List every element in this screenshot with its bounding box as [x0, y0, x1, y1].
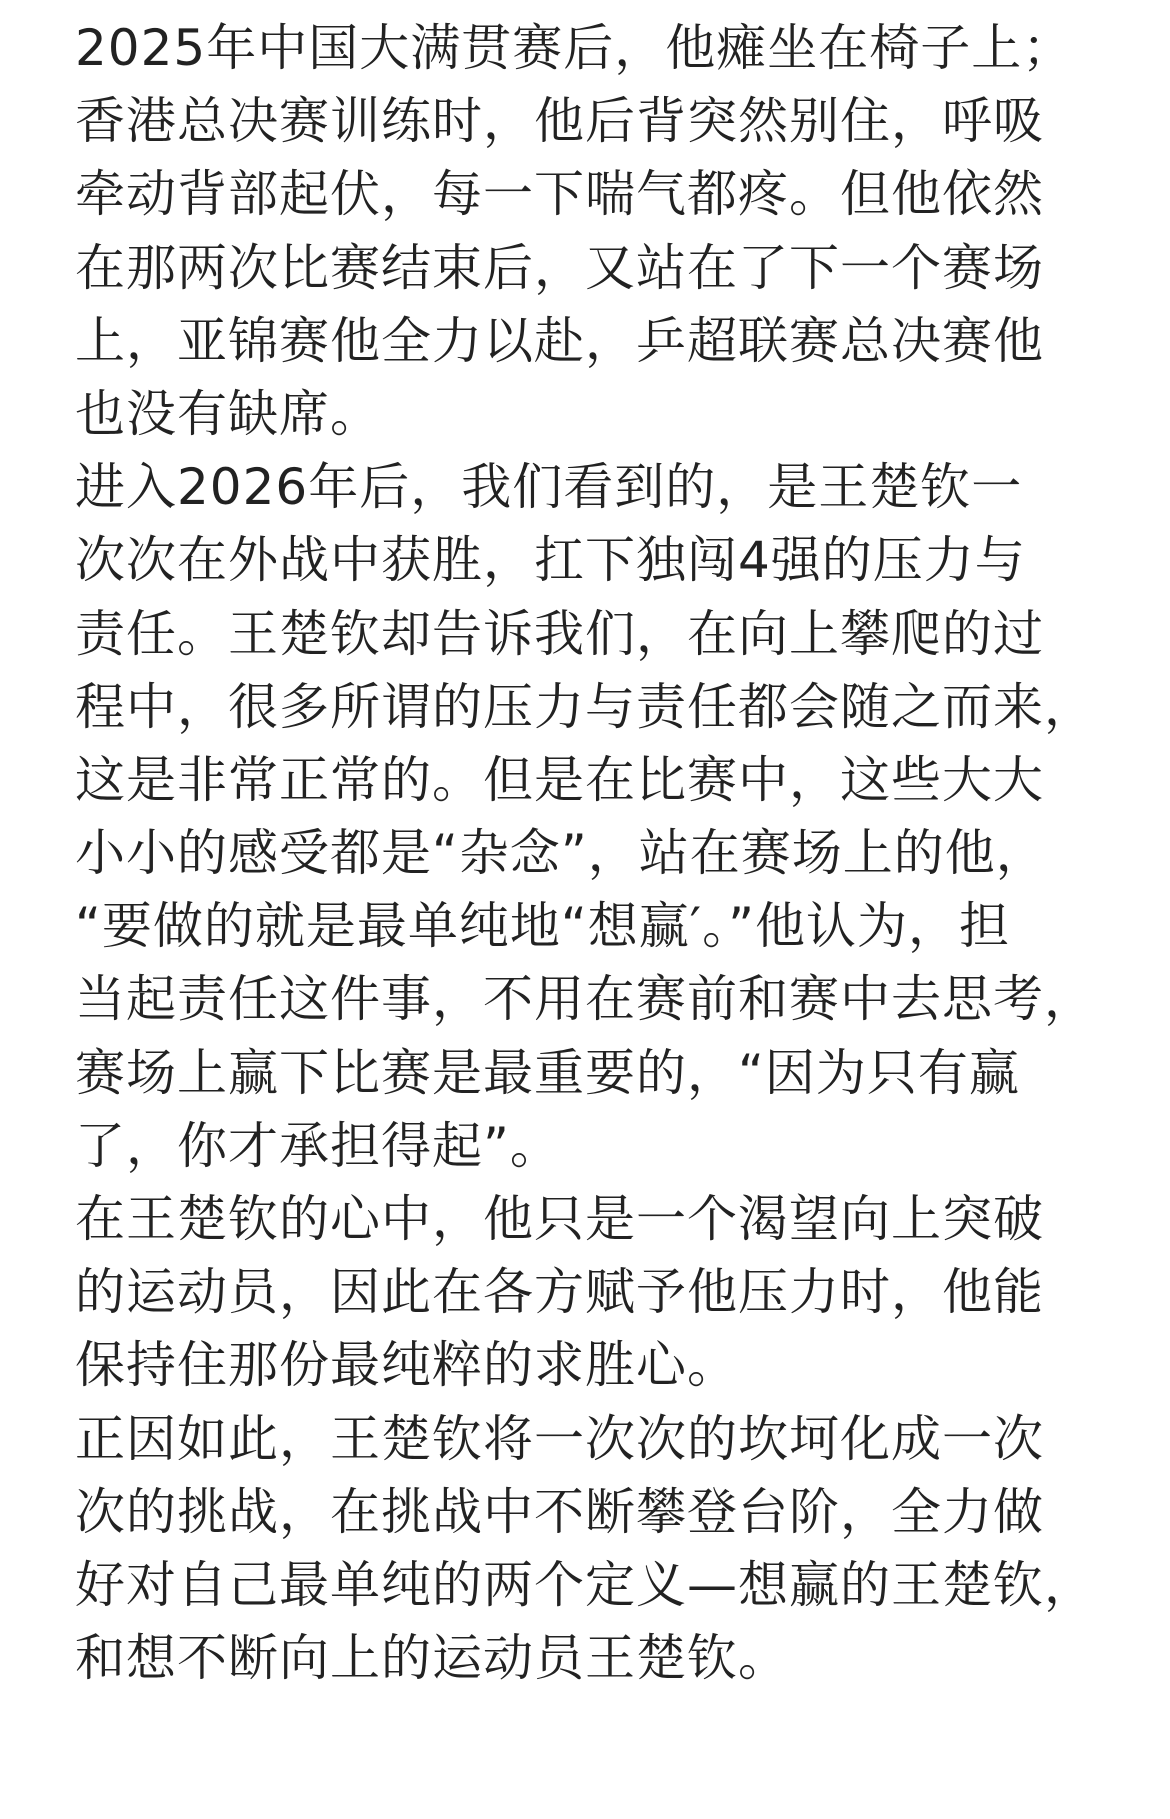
article-line: 保持住那份最纯粹的求胜心。 [75, 1336, 738, 1395]
article-line: 小小的感受都是“杂念”，站在赛场上的他， [75, 824, 1047, 883]
article-text [75, 0, 1095, 1695]
article-line: 责任。王楚钦却告诉我们，在向上攀爬的过 [75, 604, 1044, 663]
article-line: 次次在外战中获胜，扛下独闯4强的压力与 [75, 531, 1026, 590]
article-line: 牵动背部起伏，每一下喘气都疼。但他依然 [75, 165, 1044, 224]
article-line: 的运动员，因此在各方赋予他压力时，他能 [75, 1263, 1044, 1322]
article-line: 了，你才承担得起”。 [75, 1116, 561, 1175]
article-line: 这是非常正常的。但是在比赛中，这些大大 [75, 750, 1044, 809]
article-line: 香港总决赛训练时，他后背突然别住，呼吸 [75, 92, 1044, 151]
article-line: 在那两次比赛结束后，又站在了下一个赛场 [75, 238, 1044, 297]
article-line: 正因如此，王楚钦将一次次的坎坷化成一次 [75, 1409, 1044, 1468]
article-line: 也没有缺席。 [75, 384, 381, 443]
article-line: 2025年中国大满贯赛后，他瘫坐在椅子上； [75, 19, 1074, 77]
article-line: 和想不断向上的运动员王楚钦。 [75, 1629, 789, 1688]
article-line: 在王楚钦的心中，他只是一个渴望向上突破 [75, 1190, 1044, 1248]
article-line: 进入2026年后，我们看到的，是王楚钦一 [75, 458, 1023, 517]
article-line: 赛场上赢下比赛是最重要的，“因为只有赢 [75, 1043, 1020, 1102]
article-line: 次的挑战，在挑战中不断攀登台阶，全力做 [75, 1482, 1044, 1541]
article-line: 当起责任这件事，不用在赛前和赛中去思考， [75, 970, 1095, 1029]
article-line: 程中，很多所谓的压力与责任都会随之而来， [75, 677, 1095, 736]
article-line: 上，亚锦赛他全力以赴，乒超联赛总决赛他 [75, 311, 1044, 370]
article-line: “要做的就是最单纯地“想赢′。”他认为，担 [75, 897, 1011, 956]
article-line: 好对自己最单纯的两个定义—想赢的王楚钦， [75, 1555, 1095, 1614]
